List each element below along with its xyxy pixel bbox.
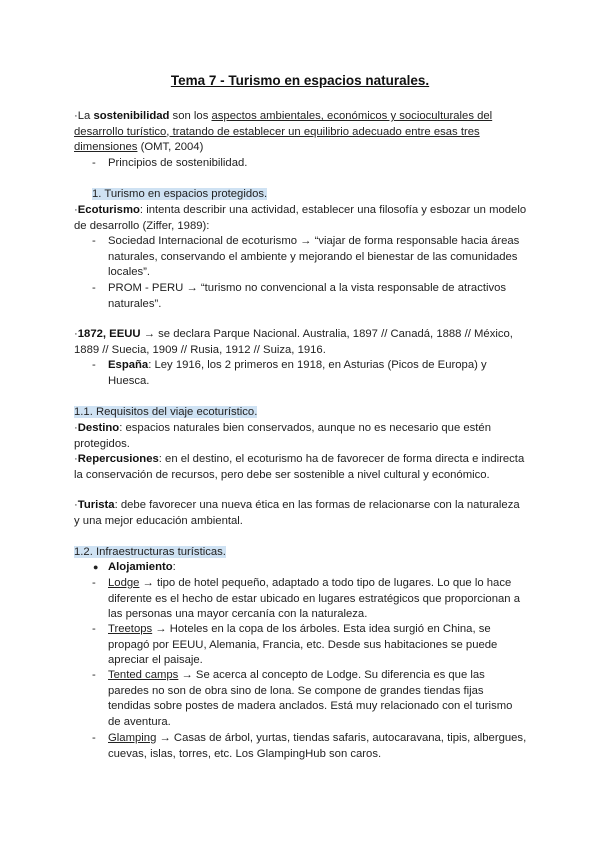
dash-marker: -	[92, 157, 96, 169]
ecoturismo-paragraph: ·Ecoturismo: intenta describir una actividad, establecer una filosofía y esbozar un modelo de desarrollo (Ziffer, 1989):	[74, 204, 527, 232]
intro-prefix: ·La	[74, 110, 94, 122]
intro-item: Principios de sostenibilidad.	[108, 157, 248, 169]
list-item-glamping: Glamping → Casas de árbol, yurtas, tiendas safaris, autocaravana, tipis, albergues, cuevas, islas, torres, etc. Los GlampingHub son caros.	[108, 732, 527, 760]
dash-marker: -	[92, 623, 96, 635]
list-item-tented-camps: Tented camps → Se acerca al concepto de Lodge. Su diferencia es que las paredes no son de obra sino de lona. Se compone de grandes tiendas fijas tendidas sobre postes de madera anclados. Está muy relacionado con el turismo de aventura.	[108, 669, 513, 728]
dash-marker: -	[92, 235, 96, 247]
intro-underlined: aspectos ambientales, económicos y socioculturales del desarrollo turístico, tratando de establecer un equilibrio adecuado entre esas tres dimensiones	[74, 110, 493, 154]
dash-marker: -	[92, 577, 96, 589]
section11-heading: 1.1. Requisitos del viaje ecoturístico.	[74, 406, 258, 418]
turista-paragraph: ·Turista: debe favorecer una nueva ética en las formas de relacionarse con la naturaleza y una mejor educación ambiental.	[74, 499, 520, 527]
page-title: Tema 7 - Turismo en espacios naturales.	[170, 73, 430, 88]
dash-marker: -	[92, 359, 96, 371]
intro-suffix: (OMT, 2004)	[137, 141, 204, 154]
list-item-lodge: Lodge → tipo de hotel pequeño, adaptado a todo tipo de lugares. Lo que lo hace diferente es el hecho de estar ubicado en lugares estratégicos que proporcionan a las personas una mayor cercanía con la naturaleza.	[108, 577, 520, 621]
dash-marker: -	[92, 669, 96, 681]
spain-item: España: Ley 1916, los 2 primeros en 1918, en Asturias (Picos de Europa) y Huesca.	[108, 359, 487, 387]
list-item-treetops: Treetops → Hoteles en la copa de los árboles. Esta idea surgió en China, se propagó por EEUU, Alemania, Francia, etc. Desde sus habitaciones se puede apreciar el paisaje.	[108, 623, 498, 667]
section12-heading: 1.2. Infraestructuras turísticas.	[74, 546, 226, 558]
dash-marker: -	[92, 282, 96, 294]
list-item: Sociedad Internacional de ecoturismo → “viajar de forma responsable hacia áreas naturales, conservando el ambiente y mejorando el bienestar de las comunidades locales”.	[108, 235, 520, 279]
intro-paragraph	[74, 109, 528, 156]
intro-bold: sostenibilidad	[93, 110, 170, 122]
dash-marker: -	[92, 732, 96, 744]
section1-heading: 1. Turismo en espacios protegidos.	[92, 188, 268, 200]
list-item: PROM - PERU → “turismo no convencional a la vista responsable de atractivos naturales”.	[108, 282, 507, 310]
repercusiones-paragraph: ·Repercusiones: en el destino, el ecoturismo ha de favorecer de forma directa e indirecta la conservación de recursos, pero debe ser sostenible a nivel cultural y económico.	[74, 453, 525, 481]
intro-mid: son los	[169, 110, 212, 122]
year-paragraph: ·1872, EEUU → se declara Parque Nacional. Australia, 1897 // Canadá, 1888 // México, 1889 // Suecia, 1909 // Rusia, 1912 // Suiza, 1916.	[74, 328, 513, 356]
destino-paragraph: ·Destino: espacios naturales bien conservados, aunque no es necesario que estén protegidos.	[74, 422, 491, 450]
alojamiento-item: Alojamiento:	[108, 561, 176, 573]
bullet-marker: ●	[93, 562, 99, 572]
